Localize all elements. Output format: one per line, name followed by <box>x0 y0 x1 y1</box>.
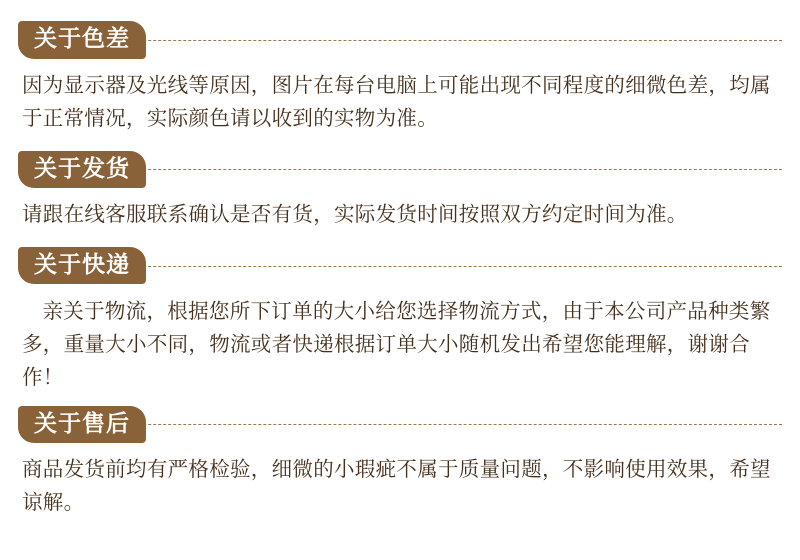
section-after-sales <box>18 404 782 519</box>
section-heading-shipping <box>18 149 782 189</box>
section-text-express: 亲关于物流，根据您所下订单的大小给您选择物流方式，由于本公司产品种类繁多，重量大小不同，物流或者快递根据订单大小随机发出希望您能理解，谢谢合作！ <box>22 299 771 390</box>
section-shipping <box>18 149 782 231</box>
section-heading-after-sales <box>18 404 782 444</box>
section-heading-express <box>18 246 782 286</box>
section-badge-shipping: 关于发货 <box>18 151 146 188</box>
section-text-after-sales: 商品发货前均有严格检验，细微的小瑕疵不属于质量问题，不影响使用效果，希望谅解。 <box>22 458 771 515</box>
section-text-color-difference: 因为显示器及光线等原因，图片在每台电脑上可能出现不同程度的细微色差，均属于正常情况，实际颜色请以收到的实物为准。 <box>22 74 771 131</box>
section-color-difference <box>18 20 782 135</box>
section-badge-after-sales: 关于售后 <box>18 406 146 443</box>
section-badge-color-difference: 关于色差 <box>18 21 146 58</box>
section-badge-express: 关于快递 <box>18 247 146 284</box>
section-text-shipping: 请跟在线客服联系确认是否有货，实际发货时间按照双方约定时间为准。 <box>22 203 688 227</box>
section-heading-color-difference <box>18 20 782 60</box>
section-express <box>18 246 782 395</box>
